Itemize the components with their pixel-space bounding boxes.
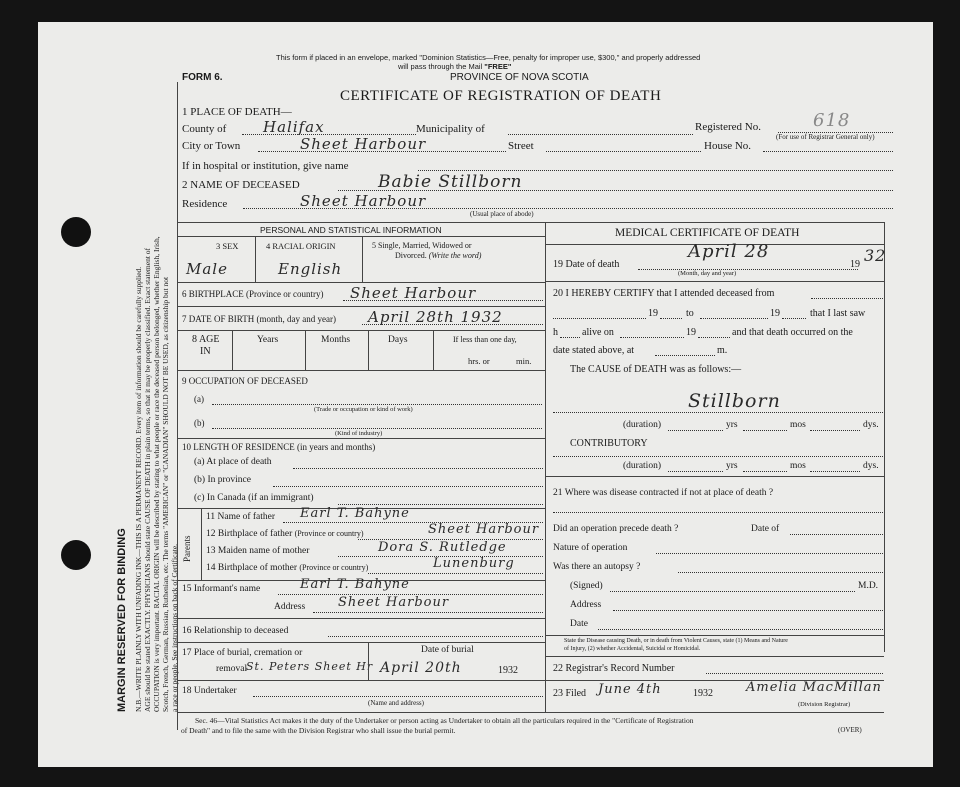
envelope-note-2 (398, 62, 511, 71)
house-no-label: House No. (704, 140, 752, 152)
form-right-border (884, 222, 885, 652)
certify-date-stated: date stated above, at (553, 345, 635, 356)
envelope-note-2-text: will pass through the Mail (398, 62, 485, 71)
registrar-general-note: (For use of Registrar General only) (776, 133, 875, 141)
binding-hole-top (61, 217, 91, 247)
margin-binding-label: MARGIN RESERVED FOR BINDING (116, 528, 128, 712)
margin-note-2: AGE should be stated EXACTLY. PHYSICIANS should state CAUSE OF DEATH in plain terms, so that it may be properly classified. Exact statement of (143, 247, 152, 712)
burial-removal-label: removal (216, 664, 248, 674)
contrib-mos: mos (790, 461, 806, 471)
occupation-b-note: (Kind of industry) (335, 430, 383, 437)
birthplace-note: (Province or country) (245, 289, 324, 299)
age-in-label: IN (200, 346, 211, 357)
city-label: City or Town (182, 140, 241, 152)
certify-h: h (553, 327, 558, 338)
racial-origin-label: 4 RACIAL ORIGIN (266, 241, 336, 251)
contrib-dys: dys. (863, 461, 879, 471)
name-of-deceased-label: 2 NAME OF DECEASED (182, 179, 300, 191)
father-birthplace-note: (Province or country) (294, 529, 364, 538)
physician-date-label: Date (570, 619, 588, 629)
filed-year: 1932 (693, 688, 713, 699)
residence-length-note: (in years and months) (297, 442, 376, 452)
sex-value: Male (186, 260, 228, 278)
father-name-label: 11 Name of father (206, 512, 276, 522)
margin-note-1: N.B.—WRITE PLAINLY WITH UNFADING INK—THIS IS A PERMANENT RECORD. Every item of information should be carefully supplied. (134, 266, 143, 712)
cause-yrs: yrs (726, 420, 738, 430)
province-heading: PROVINCE OF NOVA SCOTIA (450, 72, 589, 83)
medical-heading: MEDICAL CERTIFICATE OF DEATH (615, 227, 800, 239)
undertaker-note: (Name and address) (368, 699, 424, 707)
occupation-b-label: (b) (194, 418, 205, 428)
mother-birthplace-value: Lunenburg (433, 556, 515, 571)
division-registrar-note: (Division Registrar) (798, 701, 851, 708)
envelope-note-1: This form if placed in an envelope, marked "Dominion Statistics—Free, penalty for improper use, $300," and properly addressed (276, 53, 701, 62)
certify-19c: 19 (686, 327, 696, 338)
dob-value: April 28th 1932 (368, 308, 503, 326)
contrib-duration-label: (duration) (623, 461, 661, 471)
age-days-header: Days (388, 335, 408, 345)
autopsy-label: Was there an autopsy ? (553, 562, 641, 572)
cause-mos: mos (790, 420, 806, 430)
cause-dys: dys. (863, 420, 879, 430)
contributory-label: CONTRIBUTORY (570, 438, 648, 449)
personal-heading: PERSONAL AND STATISTICAL INFORMATION (260, 225, 442, 235)
md-label: M.D. (858, 581, 879, 591)
dob-label-text: 7 DATE OF BIRTH (182, 314, 255, 324)
form-left-border (177, 82, 178, 730)
cause-of-death-value: Stillborn (688, 390, 781, 412)
cause-duration-label: (duration) (623, 420, 661, 430)
mother-name-value: Dora S. Rutledge (378, 540, 507, 555)
certify-last-saw: that I last saw (810, 308, 866, 319)
hrs-label: hrs. or (468, 356, 490, 366)
father-birthplace-label (206, 529, 364, 539)
binding-hole-bottom (61, 540, 91, 570)
hospital-label: If in hospital or institution, give name (182, 160, 349, 172)
city-value: Sheet Harbour (300, 135, 427, 153)
filed-label: 23 Filed (553, 688, 587, 699)
certify-alive-on: alive on (582, 327, 614, 338)
violent-causes-note-2: of Injury, (2) whether Accidental, Suicidal or Homicidal. (564, 646, 701, 652)
residence-length-text: 10 LENGTH OF RESIDENCE (182, 442, 295, 452)
informant-address-value: Sheet Harbour (338, 595, 450, 610)
residence-value: Sheet Harbour (300, 192, 427, 210)
dob-label (182, 314, 336, 324)
marital-note: (Write the word) (428, 251, 482, 260)
residence-label: Residence (182, 198, 228, 210)
place-of-death-label: 1 PLACE OF DEATH— (182, 106, 292, 118)
marital-label: 5 Single, Married, Widowed or (372, 241, 472, 250)
mother-birthplace-note: (Province or country) (299, 563, 369, 572)
father-birthplace-value: Sheet Harbour (428, 522, 540, 537)
mother-birthplace-label (206, 563, 368, 573)
mother-birthplace-text: 14 Birthplace of mother (206, 563, 298, 573)
racial-origin-value: English (278, 260, 343, 278)
birthplace-label (182, 289, 323, 299)
less-than-day-label: If less than one day, (453, 335, 517, 344)
registered-no-label: Registered No. (695, 121, 761, 133)
filed-date-value: June 4th (598, 682, 662, 697)
signed-label: (Signed) (570, 581, 603, 591)
cause-of-death-label: The CAUSE of DEATH was as follows:— (570, 364, 742, 375)
footer-line-1: Sec. 46—Vital Statistics Act makes it the duty of the Undertaker or person acting as Undertaker to obtain all the particulars required in the "Certificate of Registration (195, 716, 694, 725)
disease-contracted-label: 21 Where was disease contracted if not at place of death ? (553, 488, 774, 498)
informant-value: Earl T. Bahyne (300, 577, 410, 592)
certify-19a: 19 (648, 308, 658, 319)
footer-over: (OVER) (838, 726, 862, 734)
age-label: 8 AGE (192, 334, 220, 345)
registrar-record-label: 22 Registrar's Record Number (553, 663, 675, 674)
margin-note-5: a race or people. See instructions on back of Certificate. (170, 543, 179, 712)
certify-death-occurred: and that death occurred on the (732, 327, 853, 338)
date-of-death-note: (Month, day and year) (678, 270, 737, 277)
burial-year: 1932 (498, 665, 518, 676)
date-of-death-label: 19 Date of death (553, 259, 620, 270)
marital-label-divorced: Divorced. (395, 251, 427, 260)
certificate-paper (38, 22, 933, 767)
certify-to: to (686, 308, 694, 319)
operation-date-label: Date of (751, 524, 780, 534)
informant-address-label: Address (274, 602, 306, 612)
operation-nature-label: Nature of operation (553, 543, 628, 553)
min-label: min. (516, 356, 532, 366)
name-of-deceased-value: Babie Stillborn (378, 172, 523, 192)
dob-note: (month, day and year) (256, 314, 336, 324)
certify-m: m. (717, 345, 728, 356)
physician-address-label: Address (570, 600, 602, 610)
contrib-yrs: yrs (726, 461, 738, 471)
street-label: Street (508, 140, 534, 152)
envelope-note-2-free: "FREE" (484, 62, 512, 71)
registrar-signature: Amelia MacMillan (746, 680, 882, 695)
marital-label-2 (395, 251, 481, 260)
residence-a: (a) At place of death (194, 457, 272, 467)
relationship-label: 16 Relationship to deceased (182, 626, 289, 636)
residence-c: (c) In Canada (if an immigrant) (194, 493, 314, 503)
certify-line-1: 20 I HEREBY CERTIFY that I attended deceased from (553, 288, 775, 299)
margin-note-4: Scotch, French, German, Russian, Ruthenian, etc. The terms "AMERICAN" or "CANADIAN" SHOULD NOT BE USED, as citizenship but not (161, 276, 170, 712)
burial-label: 17 Place of burial, cremation or (182, 648, 303, 658)
occupation-a-note: (Trade or occupation or kind of work) (314, 406, 413, 413)
sex-label: 3 SEX (216, 241, 239, 251)
undertaker-label: 18 Undertaker (182, 686, 237, 696)
informant-label: 15 Informant's name (182, 584, 261, 594)
burial-date-value: April 20th (380, 660, 462, 676)
father-birthplace-text: 12 Birthplace of father (206, 529, 293, 539)
occupation-label: 9 OCCUPATION OF DECEASED (182, 376, 308, 386)
mother-name-label: 13 Maiden name of mother (206, 546, 310, 556)
residence-b: (b) In province (194, 475, 251, 485)
death-year-prefix: 19 (850, 259, 860, 270)
violent-causes-note-1: State the Disease causing Death, or in death from Violent Causes, state (1) Means and Nature (564, 638, 788, 644)
birthplace-value: Sheet Harbour (350, 284, 477, 302)
age-months-header: Months (321, 335, 351, 345)
municipality-label: Municipality of (416, 123, 485, 135)
county-label: County of (182, 123, 227, 135)
abode-note: (Usual place of abode) (470, 210, 534, 218)
residence-length-label (182, 442, 375, 452)
parents-label: Parents (182, 535, 192, 562)
county-value: Halifax (263, 118, 325, 136)
burial-place-value: St. Peters Sheet Hr (246, 660, 374, 673)
death-year-value: 32 (864, 246, 887, 265)
age-years-header: Years (257, 335, 279, 345)
birthplace-label-text: 6 BIRTHPLACE (182, 289, 244, 299)
page-title: CERTIFICATE OF REGISTRATION OF DEATH (340, 88, 662, 104)
footer-line-2: of Death" and to file the same with the Division Registrar who shall issue the burial permit. (181, 726, 456, 735)
occupation-a-label: (a) (194, 394, 204, 404)
certify-19b: 19 (770, 308, 780, 319)
date-of-death-value: April 28 (688, 241, 770, 262)
margin-note-3: OCCUPATION is very important. RACIAL ORIGIN will be described by stating to what people or race the deceased person belonged, whether English, Irish, (152, 236, 161, 712)
registered-no-value: 618 (813, 110, 851, 131)
operation-label: Did an operation precede death ? (553, 524, 679, 534)
father-name-value: Earl T. Bahyne (300, 506, 410, 521)
form-number: FORM 6. (182, 72, 223, 83)
burial-date-label: Date of burial (421, 645, 474, 655)
